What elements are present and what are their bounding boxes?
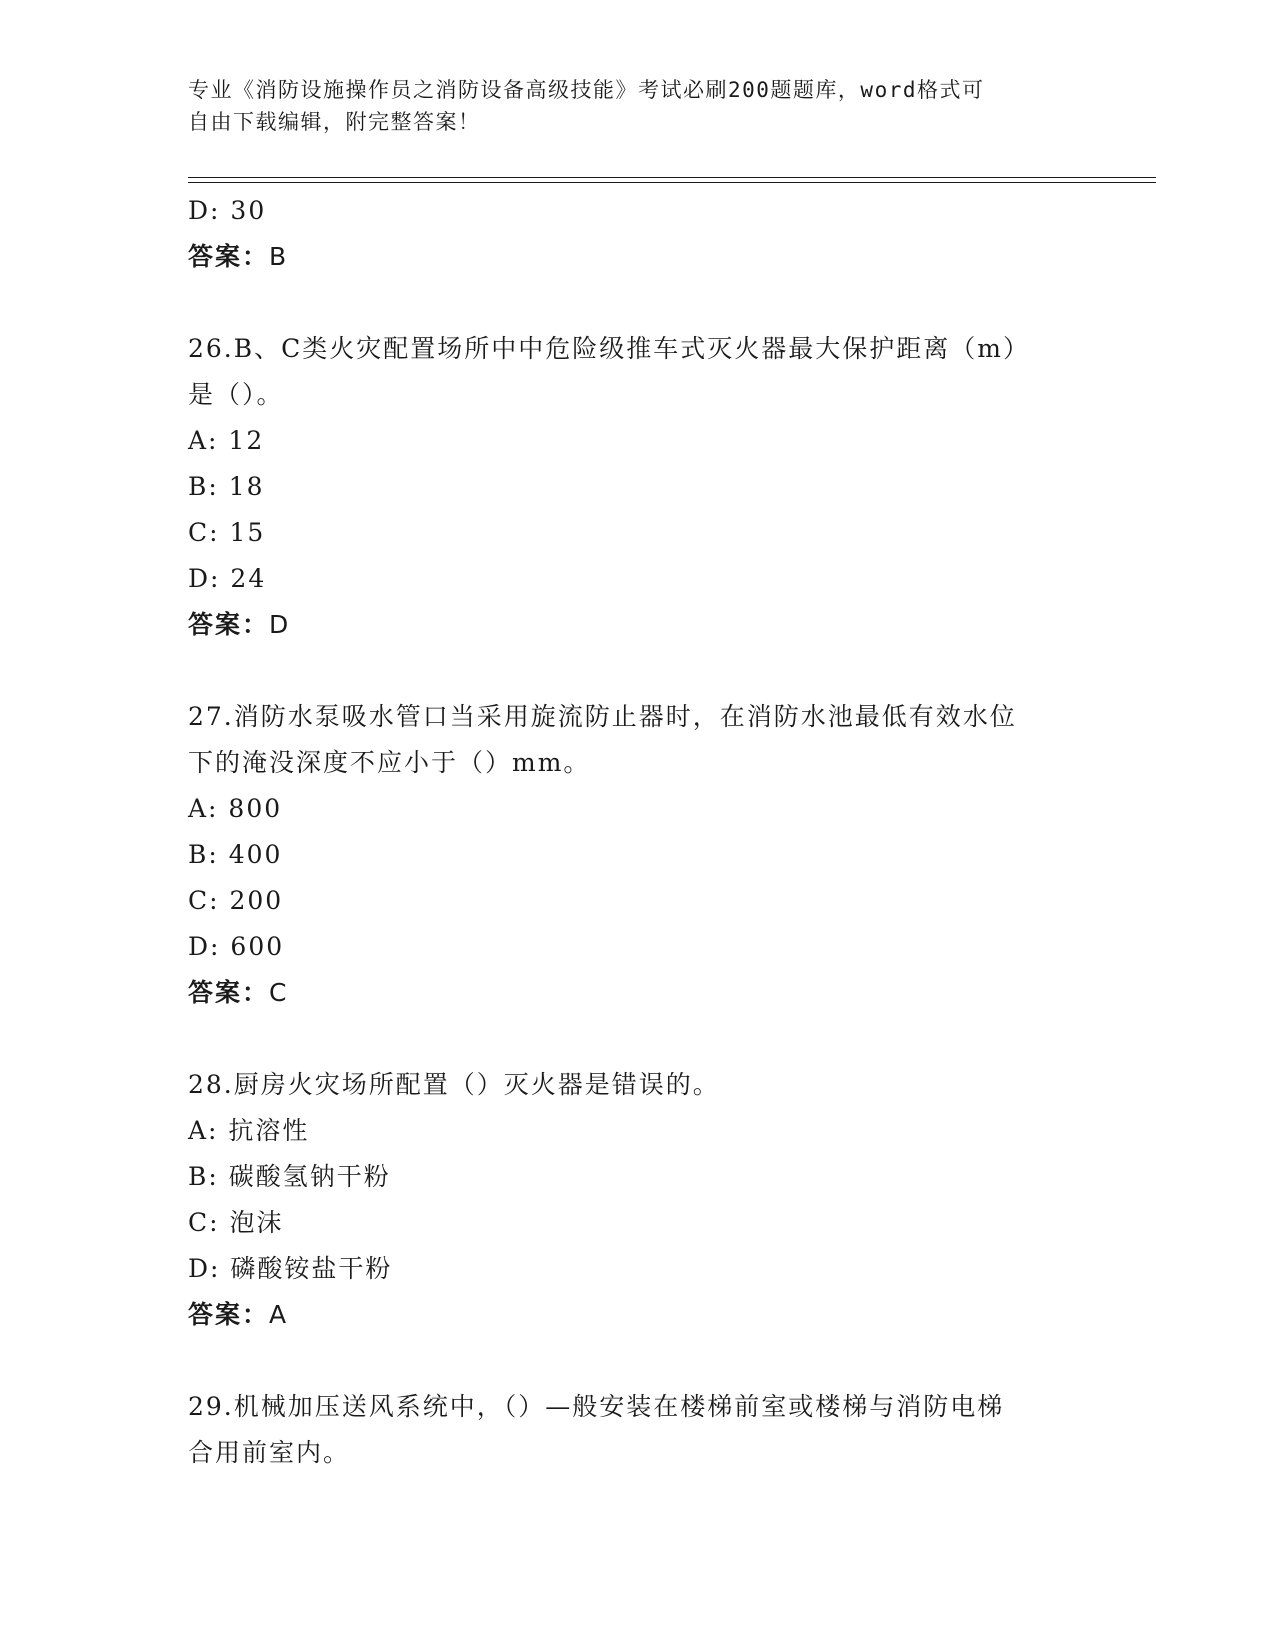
question-26 xyxy=(188,326,1088,648)
answer-value: A xyxy=(269,1300,289,1329)
spacer xyxy=(188,280,1088,326)
question-text-line: 下的淹没深度不应小于（）mm。 xyxy=(188,748,591,777)
answer-label: 答案： xyxy=(188,1300,270,1329)
option-d: D: 600 xyxy=(188,932,285,961)
answer-label: 答案： xyxy=(188,610,270,639)
answer-line xyxy=(188,234,1088,280)
header-line-2: 自由下载编辑，附完整答案！ xyxy=(188,110,481,134)
answer-line xyxy=(188,602,1088,648)
answer-value: B xyxy=(269,242,289,271)
question-text-line: 26.B、C类火灾配置场所中中危险级推车式灭火器最大保护距离（m） xyxy=(188,334,1030,363)
document-body xyxy=(188,188,1088,1476)
question-text-line: 合用前室内。 xyxy=(188,1438,351,1467)
option-d: D: 磷酸铵盐干粉 xyxy=(188,1254,393,1283)
question-28 xyxy=(188,1062,1088,1338)
header-divider-bottom xyxy=(188,182,1156,183)
option-b: B: 400 xyxy=(188,840,283,869)
answer-line xyxy=(188,970,1088,1016)
spacer xyxy=(188,1016,1088,1062)
option-c: C: 200 xyxy=(188,886,284,915)
option-a: A: 12 xyxy=(188,426,265,455)
answer-label: 答案： xyxy=(188,978,270,1007)
option-c: C: 15 xyxy=(188,518,266,547)
option-a: A: 800 xyxy=(188,794,283,823)
answer-label: 答案： xyxy=(188,242,270,271)
option-c: C: 泡沫 xyxy=(188,1208,284,1237)
question-text-line: 是（）。 xyxy=(188,380,284,409)
question-text-line: 27.消防水泵吸水管口当采用旋流防止器时，在消防水池最低有效水位 xyxy=(188,702,1017,731)
option-d: D: 24 xyxy=(188,564,267,593)
document-header xyxy=(188,74,1078,138)
spacer xyxy=(188,648,1088,694)
option-b: B: 碳酸氢钠干粉 xyxy=(188,1162,391,1191)
question-text-line: 29.机械加压送风系统中，（）—般安装在楼梯前室或楼梯与消防电梯 xyxy=(188,1392,1005,1421)
spacer xyxy=(188,1338,1088,1384)
option-a: A: 抗溶性 xyxy=(188,1116,310,1145)
answer-value: C xyxy=(269,978,289,1007)
option-d: D: 30 xyxy=(188,196,267,225)
question-text-line: 28.厨房火灾场所配置（）灭火器是错误的。 xyxy=(188,1070,720,1099)
header-line-1: 专业《消防设施操作员之消防设备高级技能》考试必刷200题题库，word格式可 xyxy=(188,78,985,102)
question-27 xyxy=(188,694,1088,1016)
answer-value: D xyxy=(269,610,291,639)
header-divider-top xyxy=(188,177,1156,178)
question-29 xyxy=(188,1384,1088,1476)
option-b: B: 18 xyxy=(188,472,265,501)
answer-line xyxy=(188,1292,1088,1338)
